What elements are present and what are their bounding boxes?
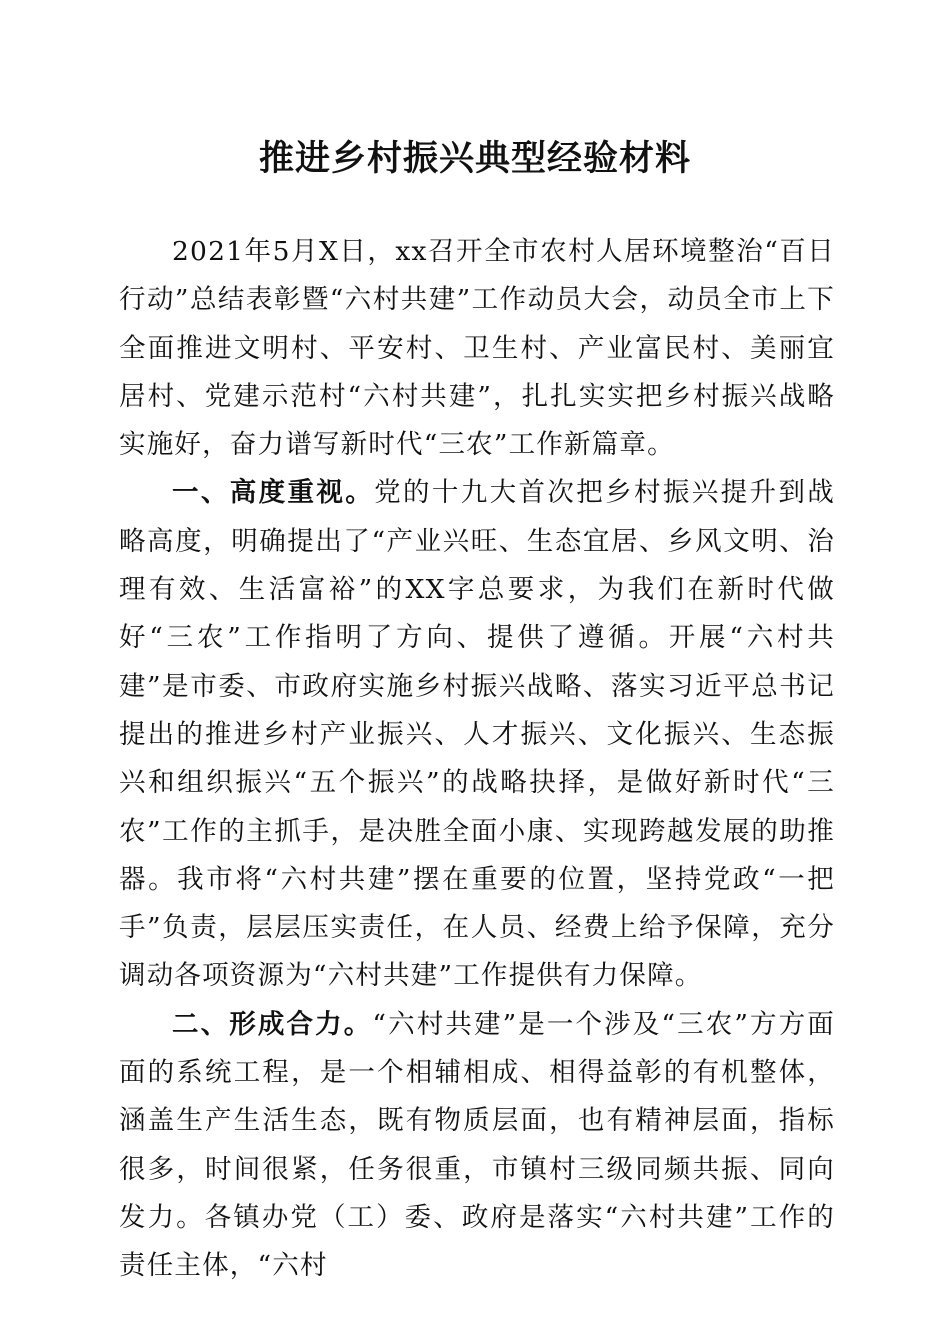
paragraph-text: “六村共建”是一个涉及“三农”方方面面的系统工程，是一个相辅相成、相得益彰的有机整体，涵盖生产生活生态，既有物质层面，也有精神层面，指标很多，时间很紧，任务很重，市镇村三级同频共振、同向发力。各镇办党（工）委、政府是落实“六村共建”工作的责任主体，“六村 [119,1008,835,1282]
paragraph-text: 党的十九大首次把乡村振兴提升到战略高度，明确提出了“产业兴旺、生态宜居、乡风文明、治理有效、生活富裕”的XX字总要求，为我们在新时代做好“三农”工作指明了方向、提供了遵循。开展“六村共建”是市委、市政府实施乡村振兴战略、落实习近平总书记提出的推进乡村产业振兴、人才振兴、文化振兴、生态振兴和组织振兴“五个振兴”的战略抉择，是做好新时代“三农”工作的主抓手，是决胜全面小康、实现跨越发展的助推器。我市将“六村共建”摆在重要的位置，坚持党政“一把手”负责，层层压实责任，在人员、经费上给予保障，充分调动各项资源为“六村共建”工作提供有力保障。 [119,477,835,992]
section-heading: 一、高度重视。 [172,477,375,509]
section-heading: 二、形成合力。 [172,1008,373,1040]
paragraph-text: 2021年5月X日，xx召开全市农村人居环境整治“百日行动”总结表彰暨“六村共建”工作动员大会，动员全市上下全面推进文明村、平安村、卫生村、产业富民村、美丽宜居村、党建示范村“六村共建”，扎扎实实把乡村振兴战略实施好，奋力谱写新时代“三农”工作新篇章。 [119,236,835,461]
document-title: 推进乡村振兴典型经验材料 [258,138,691,179]
document-body [119,228,835,1291]
paragraph-section-1 [119,469,835,1000]
paragraph-intro [119,228,835,469]
paragraph-section-2 [119,1001,835,1291]
